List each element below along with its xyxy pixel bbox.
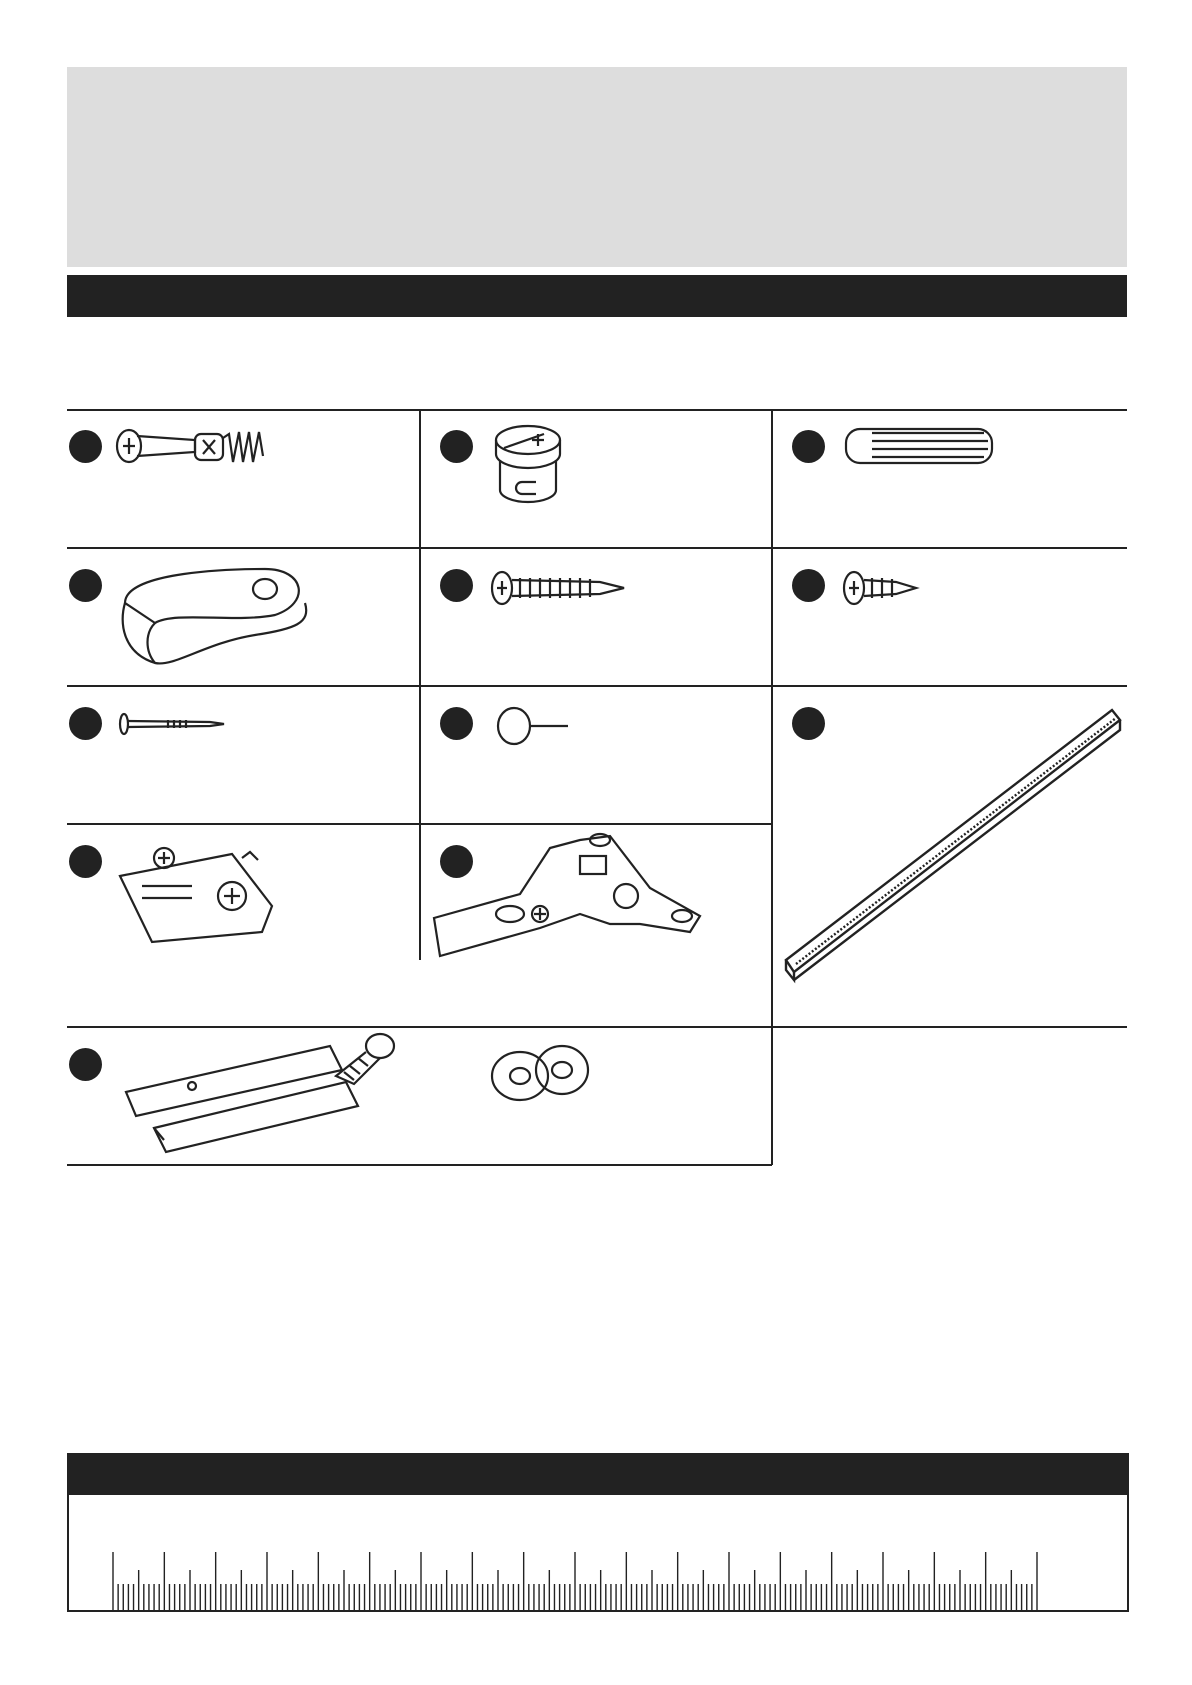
- item-badge: [792, 569, 825, 602]
- item-badge: [440, 569, 473, 602]
- item-badge: [440, 707, 473, 740]
- shelf-support-icon: [115, 563, 315, 669]
- item-badge: [69, 569, 102, 602]
- item-badge: [69, 845, 102, 878]
- felt-pad-pin-icon: [494, 706, 574, 746]
- hinge-plate-icon: [112, 846, 282, 944]
- ruler: [67, 1495, 1129, 1610]
- item-badge: [69, 430, 102, 463]
- wooden-dowel-icon: [842, 425, 1002, 469]
- hinge-icon: [430, 828, 720, 958]
- item-badge: [69, 1048, 102, 1081]
- short-screw-icon: [842, 568, 922, 608]
- item-badge: [440, 430, 473, 463]
- strip-rail-icon: [782, 708, 1124, 980]
- nail-icon: [118, 712, 228, 736]
- item-badge: [792, 430, 825, 463]
- cam-lock-icon: [490, 420, 570, 510]
- long-screw-icon: [490, 568, 630, 608]
- wall-strap-kit-icon: [120, 1036, 640, 1166]
- item-badge: [69, 707, 102, 740]
- cam-bolt-icon: [115, 422, 285, 472]
- ruler-header: [67, 1453, 1129, 1495]
